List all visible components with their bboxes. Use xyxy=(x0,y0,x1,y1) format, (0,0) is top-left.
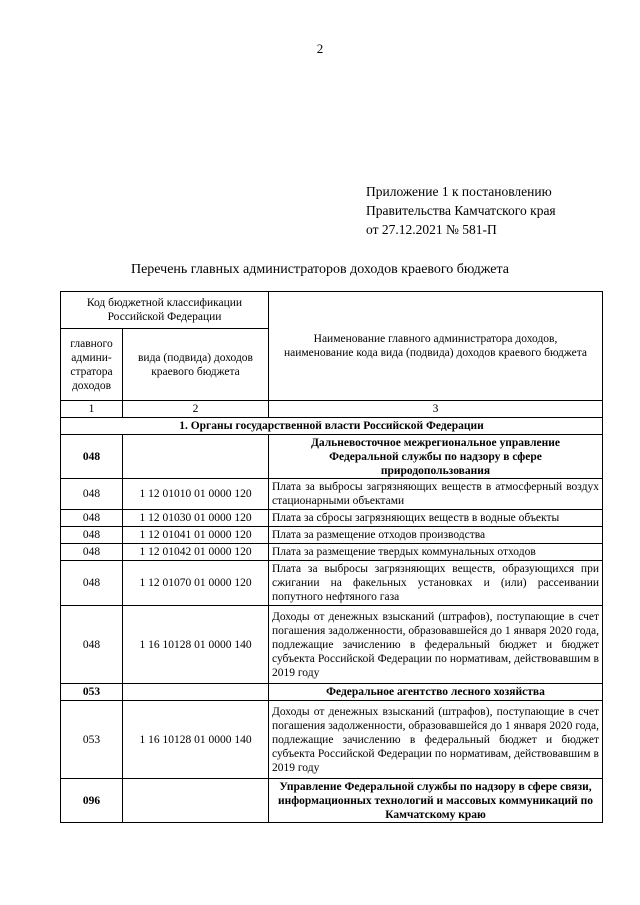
admin-code: 096 xyxy=(61,779,123,823)
admin-code: 048 xyxy=(61,479,123,510)
admin-code: 048 xyxy=(61,527,123,544)
admin-row-096 xyxy=(61,779,603,823)
admin-name: Дальневосточное межрегиональное управление Федеральной службы по надзору в сфере природопользования xyxy=(269,435,603,479)
table-row xyxy=(61,544,603,561)
income-name: Плата за выбросы загрязняющих веществ в атмосферный воздух стационарными объектами xyxy=(269,479,603,510)
admin-code: 048 xyxy=(61,606,123,684)
table-row xyxy=(61,561,603,606)
income-code: 1 12 01030 01 0000 120 xyxy=(123,510,269,527)
income-code: 1 16 10128 01 0000 140 xyxy=(123,606,269,684)
income-code: 1 12 01070 01 0000 120 xyxy=(123,561,269,606)
income-code: 1 12 01041 01 0000 120 xyxy=(123,527,269,544)
admin-code: 053 xyxy=(61,701,123,779)
income-name: Плата за выбросы загрязняющих веществ, образующихся при сжигании на факельных установках и (или) рассеивании попутного нефтяного газа xyxy=(269,561,603,606)
column-number: 2 xyxy=(123,401,269,418)
appendix-line-1: Приложение 1 к постановлению xyxy=(366,184,552,199)
header-name: Наименование главного администратора доходов, наименование кода вида (подвида) доходов краевого бюджета xyxy=(269,292,603,401)
column-number: 1 xyxy=(61,401,123,418)
page-number: 2 xyxy=(316,41,324,56)
empty-cell xyxy=(123,684,269,701)
table-row xyxy=(61,701,603,779)
admin-code: 048 xyxy=(61,510,123,527)
appendix-reference xyxy=(366,182,556,239)
table-row xyxy=(61,479,603,510)
section-title: 1. Органы государственной власти Российской Федерации xyxy=(61,418,603,435)
income-code: 1 12 01042 01 0000 120 xyxy=(123,544,269,561)
income-code: 1 12 01010 01 0000 120 xyxy=(123,479,269,510)
income-name: Доходы от денежных взысканий (штрафов), поступающие в счет погашения задолженности, образовавшейся до 1 января 2020 года, подлежащие зачислению в федеральный бюджет и бюджет субъекта Российской Федерации по нормативам, действовавшим в 2019 году xyxy=(269,606,603,684)
table-row xyxy=(61,510,603,527)
administrators-table xyxy=(60,291,603,823)
admin-code: 048 xyxy=(61,435,123,479)
section-row xyxy=(61,418,603,435)
appendix-line-2: Правительства Камчатского края xyxy=(366,203,556,218)
document-title: Перечень главных администраторов доходов краевого бюджета xyxy=(130,262,510,277)
header-admin-code: главного админи-стратора доходов xyxy=(61,329,123,401)
admin-row-048 xyxy=(61,435,603,479)
table-row xyxy=(61,606,603,684)
admin-code: 053 xyxy=(61,684,123,701)
empty-cell xyxy=(123,779,269,823)
header-income-code: вида (подвида) доходов краевого бюджета xyxy=(123,329,269,401)
admin-code: 048 xyxy=(61,544,123,561)
column-numbers-row xyxy=(61,401,603,418)
income-code: 1 16 10128 01 0000 140 xyxy=(123,701,269,779)
income-name: Плата за сбросы загрязняющих веществ в водные объекты xyxy=(269,510,603,527)
income-name: Плата за размещение отходов производства xyxy=(269,527,603,544)
column-number: 3 xyxy=(269,401,603,418)
income-name: Плата за размещение твердых коммунальных отходов xyxy=(269,544,603,561)
admin-row-053 xyxy=(61,684,603,701)
empty-cell xyxy=(123,435,269,479)
header-row-1 xyxy=(61,292,603,329)
appendix-line-3: от 27.12.2021 № 581-П xyxy=(366,222,497,237)
admin-name: Управление Федеральной службы по надзору в сфере связи, информационных технологий и массовых коммуникаций по Камчатскому краю xyxy=(269,779,603,823)
table-row xyxy=(61,527,603,544)
income-name: Доходы от денежных взысканий (штрафов), поступающие в счет погашения задолженности, образовавшейся до 1 января 2020 года, подлежащие зачислению в федеральный бюджет и бюджет субъекта Российской Федерации по нормативам, действовавшим в 2019 году xyxy=(269,701,603,779)
admin-code: 048 xyxy=(61,561,123,606)
header-code-group: Код бюджетной классификации Российской Федерации xyxy=(61,292,269,329)
admin-name: Федеральное агентство лесного хозяйства xyxy=(269,684,603,701)
